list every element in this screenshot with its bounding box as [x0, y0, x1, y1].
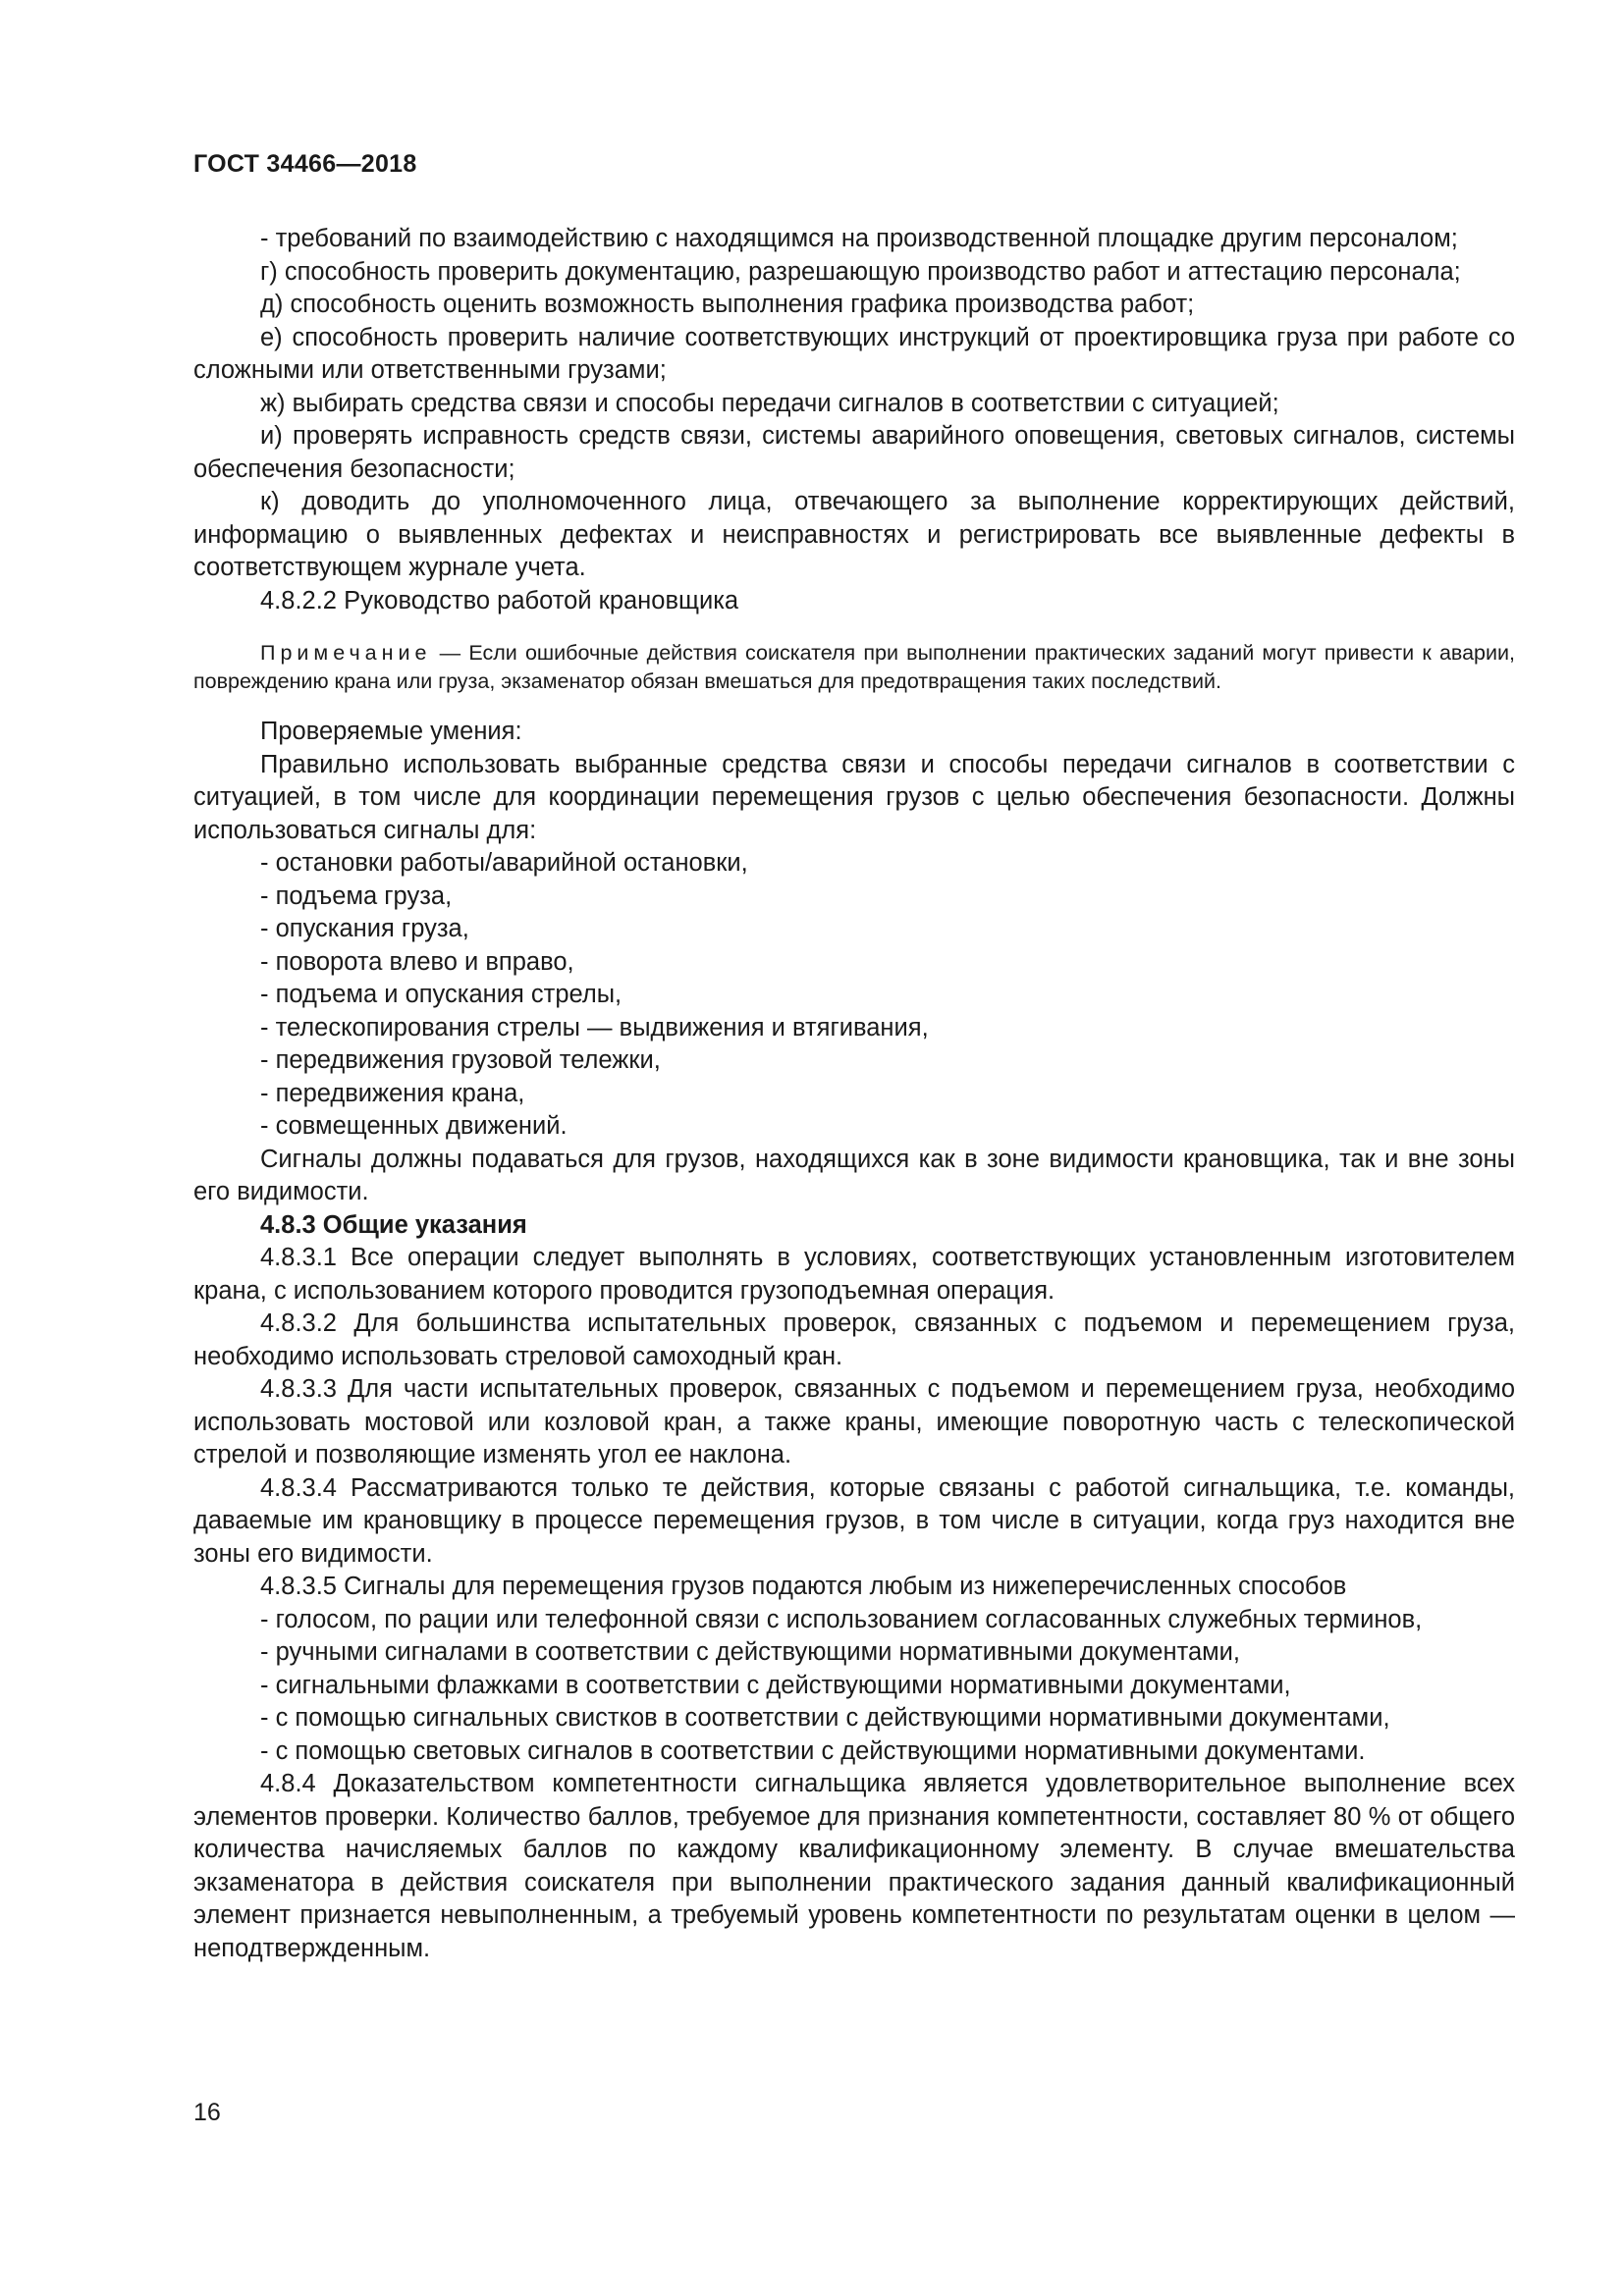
list-item: - голосом, по рации или телефонной связи с использованием согласованных служебных терминов,: [260, 1605, 1423, 1633]
note-text: — Если ошибочные действия соискателя при выполнении практических заданий могут привести к аварии, повреждению крана или груза, экзаменатор обязан вмешаться для предотвращения таких последствий.: [193, 641, 1515, 693]
list-item: - совмещенных движений.: [260, 1112, 568, 1140]
list-item: и) проверять исправность средств связи, системы аварийного оповещения, световых сигналов, системы обеспечения безопасности;: [193, 422, 1515, 483]
page-content: [193, 223, 1515, 1965]
list-item: - ручными сигналами в соответствии с действующими нормативными документами,: [260, 1638, 1240, 1666]
list-item: - подъема груза,: [260, 881, 453, 910]
list-item: - сигнальными флажками в соответствии с действующими нормативными документами,: [260, 1671, 1291, 1699]
note-block: [193, 639, 1515, 696]
paragraph-484: 4.8.4 Доказательством компетентности сигнальщика является удовлетворительное выполнение всех элементов проверки. Количество баллов, требуемое для признания компетентности, составляет 80 % от общего количества начисляемых баллов по каждому квалификационному элементу. В случае вмешательства экзаменатора в действия соискателя при выполнении практического задания данный квалификационный элемент признается невыполненным, а требуемый уровень компетентности по результатам оценки в целом — неподтвержденным.: [193, 1770, 1515, 1962]
list-item: - подъема и опускания стрелы,: [260, 981, 623, 1008]
list-item: д) способность оценить возможность выполнения графика производства работ;: [260, 291, 1195, 318]
paragraph: 4.8.3.2 Для большинства испытательных проверок, связанных с подъемом и перемещением груза, необходимо использовать стреловой самоходный кран.: [193, 1309, 1515, 1370]
paragraph: 4.8.3.4 Рассматриваются только те действия, которые связаны с работой сигнальщика, т.е. команды, даваемые им крановщику в процессе перемещения грузов, в том числе в ситуации, когда груз находится вне зоны его видимости.: [193, 1473, 1515, 1568]
list-item: г) способность проверить документацию, разрешающую производство работ и аттестацию персонала;: [260, 257, 1461, 286]
list-item: е) способность проверить наличие соответствующих инструкций от проектировщика груза при работе со сложными или ответственными грузами;: [193, 323, 1515, 384]
document-header: ГОСТ 34466—2018: [193, 150, 417, 178]
paragraph: 4.8.3.1 Все операции следует выполнять в условиях, соответствующих установленным изготовителем крана, с использованием которого проводится грузоподъемная операция.: [193, 1244, 1515, 1305]
section-heading-483: 4.8.3 Общие указания: [260, 1210, 527, 1239]
skills-heading: Проверяемые умения:: [260, 718, 522, 745]
paragraph: 4.8.3.3 Для части испытательных проверок, связанных с подъемом и перемещением груза, необходимо использовать мостовой или козловой кран, а также краны, имеющие поворотную часть с телескопической стрелой и позволяющие изменять угол ее наклона.: [193, 1375, 1515, 1468]
list-item: - с помощью световых сигналов в соответствии с действующими нормативными документами.: [260, 1736, 1366, 1765]
page-number: 16: [193, 2099, 221, 2126]
list-item: к) доводить до уполномоченного лица, отвечающего за выполнение корректирующих действий, информацию о выявленных дефектах и неисправностях и регистрировать все выявленные дефекты в соответствующем журнале учета.: [193, 488, 1515, 581]
list-item: - передвижения грузовой тележки,: [260, 1046, 661, 1074]
paragraph-4835: 4.8.3.5 Сигналы для перемещения грузов подаются любым из нижеперечисленных способов: [260, 1573, 1347, 1600]
list-item: - требований по взаимодействию с находящимся на производственной площадке другим персоналом;: [260, 225, 1458, 252]
list-item: - передвижения крана,: [260, 1079, 525, 1107]
list-item: - опускания груза,: [260, 915, 469, 942]
section-heading-4822: 4.8.2.2 Руководство работой крановщика: [260, 586, 739, 614]
skills-intro: Правильно использовать выбранные средства связи и способы передачи сигналов в соответствии с ситуацией, в том числе для координации перемещения грузов с целью обеспечения безопасности. Должны использоваться сигналы для:: [193, 750, 1515, 844]
note-label: Примечание: [260, 641, 432, 665]
list-item: - телескопирования стрелы — выдвижения и втягивания,: [260, 1013, 929, 1041]
signals-visibility-paragraph: Сигналы должны подаваться для грузов, находящихся как в зоне видимости крановщика, так и вне зоны его видимости.: [193, 1145, 1515, 1205]
list-item: - с помощью сигнальных свистков в соответствии с действующими нормативными документами,: [260, 1704, 1390, 1732]
list-item: - остановки работы/аварийной остановки,: [260, 849, 748, 877]
list-item: ж) выбирать средства связи и способы передачи сигналов в соответствии с ситуацией;: [260, 389, 1279, 417]
list-item: - поворота влево и вправо,: [260, 947, 574, 976]
